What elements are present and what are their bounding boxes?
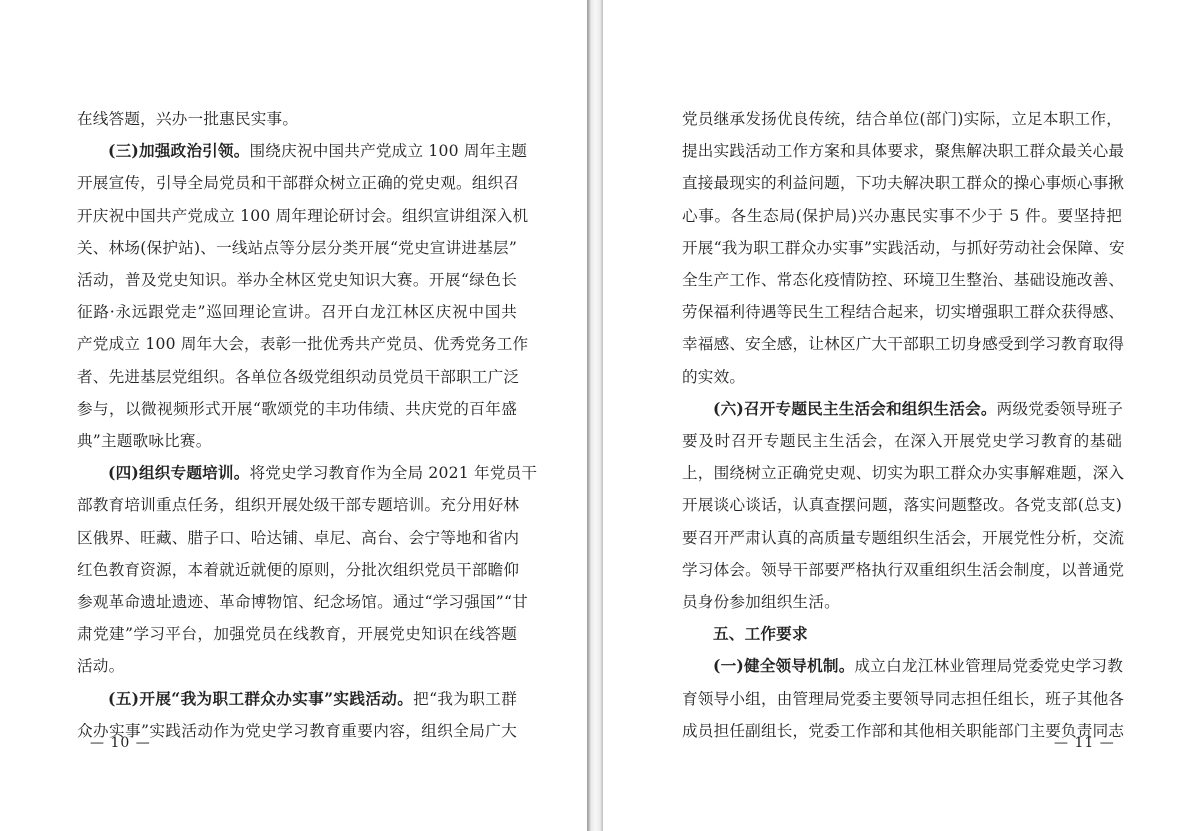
body-text-line [77,457,538,489]
body-text-line [77,135,528,167]
body-text-line [77,361,520,393]
body-text-line [682,232,1125,264]
line-text: 征路·永远跟党走”巡回理论宣讲。召开白龙江林区庆祝中国共 [77,303,517,322]
line-text: 活动，普及党史知识。举办全林区党史知识大赛。开展“绿色长 [77,271,517,289]
body-text-line [682,296,1125,328]
body-text-line [682,361,1122,393]
line-text: 开庆祝中国共产党成立 100 周年理论研讨会。组织宣讲组深入机 [77,206,529,225]
line-text: 参观革命遗址遗迹、革命博物馆、纪念场馆。通过“学习强国”“甘 [77,593,528,611]
line-text: 众办实事”实践活动作为党史学习教育重要内容，组织全局广大 [77,721,517,740]
subsection-lead: (四)组织专题培训。 [108,463,250,483]
line-text: 活动。 [77,657,125,676]
line-text: 育领导小组，由管理局党委主要领导同志担任组长，班子其他各 [682,689,1125,708]
page-number: — 11 — [1054,735,1115,751]
body-text-line [77,489,520,521]
line-text: 产党成立 100 周年大会，表彰一批优秀共产党员、优秀党务工作 [77,335,529,354]
line-text: 党员继承发扬优良传统，结合单位(部门)实际，立足本职工作， [682,110,1122,128]
line-text: 员身份参加组织生活。 [682,593,840,611]
line-text: 要召开严肃认真的高质量专题组织生活会，开展党性分析，交流 [682,528,1125,547]
line-text: 者、先进基层党组织。各单位各级党组织动员党员干部职工广泛 [77,367,520,386]
body-text-line [77,264,517,296]
body-text-line [682,200,1122,232]
body-text-line [77,683,517,715]
body-text-line [77,554,520,586]
subsection-lead: (三)加强政治引领。 [108,141,250,161]
subsection-lead: (五)开展“我为职工群众办实事”实践活动。 [108,688,414,708]
body-text-line [682,393,1122,425]
page-divider [587,0,603,831]
body-text-line [682,167,1125,199]
page-number: — 10 — [90,735,151,751]
body-text-line [682,103,1122,135]
section-heading [682,618,1122,650]
line-text: 的实效。 [682,367,746,386]
subsection-lead: (六)召开专题民主生活会和组织生活会。 [713,398,997,418]
line-text: 开展宣传，引导全局党员和干部群众树立正确的党史观。组织召 [77,174,520,193]
line-text: 围绕庆祝中国共产党成立 100 周年主题 [249,142,528,161]
body-text-line [682,328,1125,360]
line-text: 两级党委领导班子 [996,399,1124,418]
body-text-line [682,586,1122,618]
body-text-line [682,135,1125,167]
body-text-line [77,232,517,264]
line-text: 提出实践活动工作方案和具体要求，聚焦解决职工群众最关心最 [682,142,1125,161]
body-text-line [682,522,1125,554]
line-text: 红色教育资源，本着就近就便的原则，分批次组织党员干部瞻仰 [77,560,520,579]
line-text: 部教育培训重点任务，组织开展处级干部专题培训。充分用好林 [77,496,520,515]
body-text-line [77,650,517,682]
section-heading-text: 五、工作要求 [713,625,808,644]
line-text: 区俄界、旺藏、腊子口、哈达铺、卓尼、高台、会宁等地和省内 [77,528,520,547]
body-text-line [682,650,1122,682]
line-text: 将党史学习教育作为全局 2021 年党员干 [249,464,538,483]
body-text-line [682,425,1122,457]
body-text-line [77,425,517,457]
line-text: 全生产工作、常态化疫情防控、环境卫生整治、基础设施改善、 [682,271,1125,289]
body-text-line [77,167,520,199]
line-text: 劳保福利待遇等民生工程结合起来，切实增强职工群众获得感、 [682,303,1125,322]
line-text: 参与，以微视频形式开展“歌颂党的丰功伟绩、共庆党的百年盛 [77,399,517,418]
line-text: 成员担任副组长，党委工作部和其他相关职能部门主要负责同志 [682,721,1125,740]
subsection-lead: (一)健全领导机制。 [713,656,855,676]
body-text-line [77,586,528,618]
line-text: 开展“我为职工群众办实事”实践活动，与抓好劳动社会保障、安 [682,238,1125,257]
line-text: 肃党建”学习平台，加强党员在线教育，开展党史知识在线答题 [77,625,517,644]
line-text: 学习体会。领导干部要严格执行双重组织生活会制度，以普通党 [682,560,1125,579]
body-text-line [682,683,1125,715]
line-text: 关、林场(保护站)、一线站点等分层分类开展“党史宣讲进基层” [77,238,517,257]
body-text-line [682,457,1125,489]
line-text: 在线答题，兴办一批惠民实事。 [77,110,299,128]
line-text: 成立白龙江林业管理局党委党史学习教 [854,657,1124,676]
body-text-line [77,393,517,425]
body-text-line [682,554,1125,586]
line-text: 要及时召开专题民主生活会，在深入开展党史学习教育的基础 [682,432,1122,450]
body-text-line [77,296,517,328]
body-text-line [682,264,1125,296]
body-text-line [77,103,517,135]
line-text: 上，围绕树立正确党史观、切实为职工群众办实事解难题，深入 [682,464,1125,483]
line-text: 直接最现实的利益问题，下功夫解决职工群众的操心事烦心事揪 [682,174,1125,193]
body-text-line [77,328,529,360]
body-text-line [682,489,1122,521]
body-text-line [77,715,517,747]
line-text: 幸福感、安全感，让林区广大干部职工切身感受到学习教育取得 [682,335,1125,354]
line-text: 开展谈心谈话，认真查摆问题，落实问题整改。各党支部(总支) [682,496,1122,515]
line-text: 心事。各生态局(保护局)兴办惠民实事不少于 5 件。要坚持把 [682,206,1122,225]
line-text: 典”主题歌咏比赛。 [77,432,212,450]
body-text-line [77,522,520,554]
line-text: 把“我为职工群 [413,689,517,708]
body-text-line [77,618,517,650]
body-text-line [77,200,529,232]
